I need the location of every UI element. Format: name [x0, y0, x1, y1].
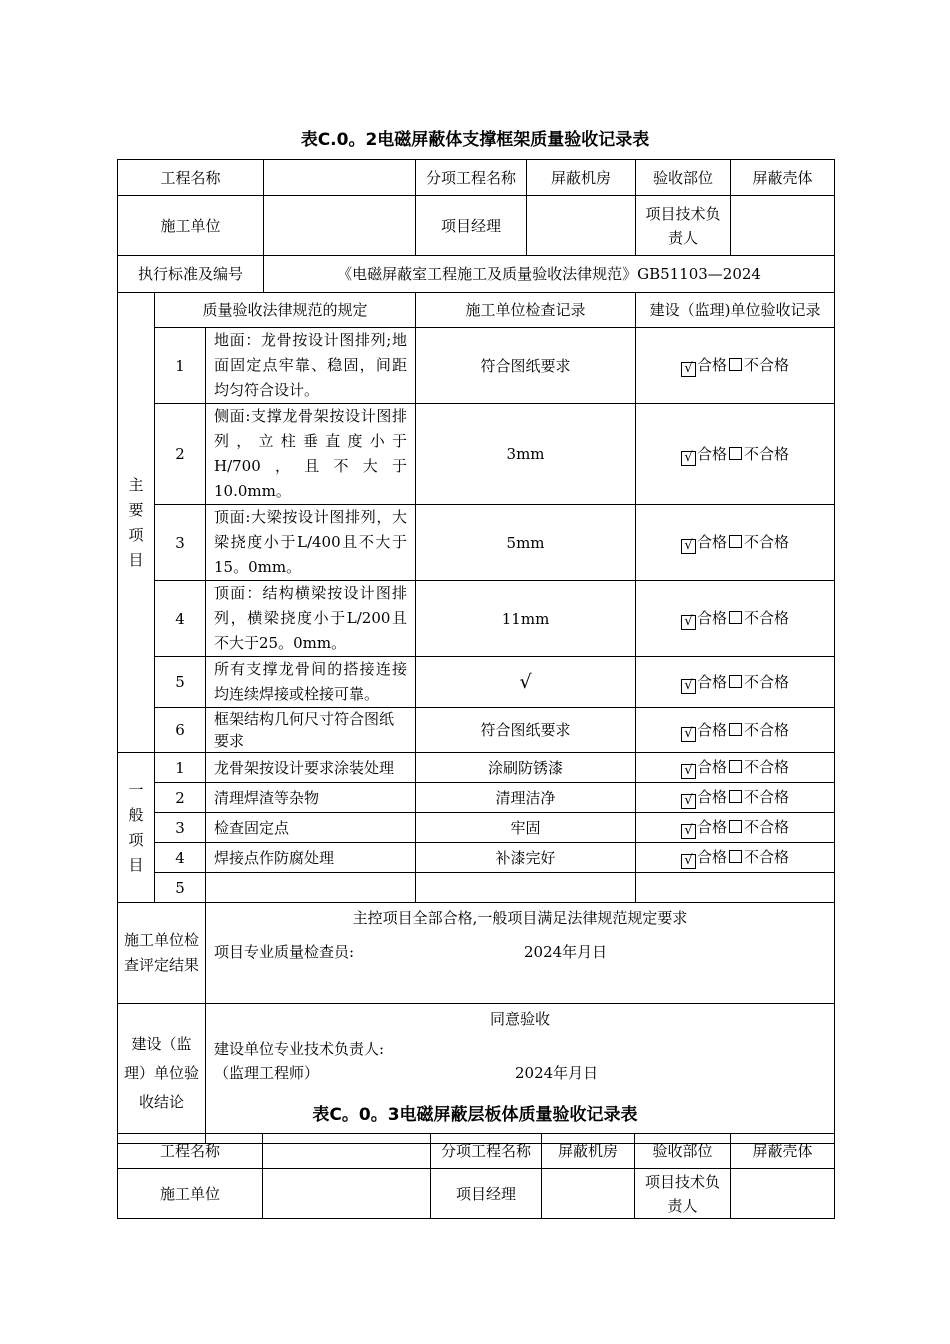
- pm-value[interactable]: [542, 1169, 635, 1219]
- item-no: 5: [155, 873, 206, 903]
- contractor-result-date[interactable]: 2024年月日: [524, 943, 608, 961]
- acceptance-check[interactable]: [636, 404, 835, 505]
- subitem-value[interactable]: 屏蔽机房: [527, 160, 636, 196]
- fail-label: 不合格: [744, 758, 790, 776]
- item-no: 4: [155, 581, 206, 657]
- fail-label: 不合格: [744, 848, 790, 866]
- checked-box-icon[interactable]: √: [681, 764, 696, 779]
- acceptance-part-label: 验收部位: [636, 160, 731, 196]
- item-record[interactable]: 符合图纸要求: [416, 708, 636, 753]
- item-record[interactable]: [416, 873, 636, 903]
- checked-box-icon[interactable]: √: [681, 824, 696, 839]
- empty-checkbox-icon[interactable]: [729, 675, 742, 688]
- item-desc: 侧面:支撑龙骨架按设计图排列，立柱垂直度小于H/700，且不大于10.0mm。: [206, 404, 416, 505]
- checked-box-icon[interactable]: √: [681, 794, 696, 809]
- item-no: 2: [155, 783, 206, 813]
- acceptance-check[interactable]: [636, 813, 835, 843]
- acceptance-part-label: 验收部位: [635, 1134, 731, 1169]
- item-record[interactable]: 11mm: [416, 581, 636, 657]
- main-items-label: 主要项目: [118, 293, 155, 753]
- fail-label: 不合格: [744, 356, 790, 374]
- tech-lead-label: 项目技术负责人: [636, 196, 731, 256]
- supervisor-result-summary: 同意验收: [490, 1010, 551, 1028]
- supervisor-tech-lead-label: 建设单位专业技术负责人:: [214, 1040, 385, 1058]
- acceptance-check-empty[interactable]: [636, 873, 835, 903]
- item-desc: 焊接点作防腐处理: [206, 843, 416, 873]
- tech-lead-value[interactable]: [731, 196, 835, 256]
- acceptance-check[interactable]: [636, 328, 835, 404]
- table-row: [118, 813, 835, 843]
- empty-checkbox-icon[interactable]: [729, 447, 742, 460]
- table-row: [118, 783, 835, 813]
- contractor-result-label: 施工单位检查评定结果: [118, 903, 206, 1004]
- table-row: [118, 505, 835, 581]
- fail-label: 不合格: [744, 788, 790, 806]
- item-no: 4: [155, 843, 206, 873]
- acceptance-check[interactable]: [636, 505, 835, 581]
- item-desc: 顶面：结构横梁按设计图排列，横梁挠度小于L/200且不大于25。0mm。: [206, 581, 416, 657]
- contractor-result-cell[interactable]: [206, 903, 835, 1004]
- table-row: [118, 843, 835, 873]
- project-name-label: 工程名称: [118, 160, 264, 196]
- item-desc: 地面：龙骨按设计图排列;地面固定点牢靠、稳固，间距均匀符合设计。: [206, 328, 416, 404]
- table-row: [118, 657, 835, 708]
- table-row: [118, 753, 835, 783]
- checked-box-icon[interactable]: √: [681, 854, 696, 869]
- item-no: 3: [155, 813, 206, 843]
- pass-label: 合格: [697, 720, 728, 739]
- table2-panel-acceptance: [117, 1133, 835, 1219]
- table-row: [118, 873, 835, 903]
- header-contractor-record: 施工单位检查记录: [416, 293, 636, 328]
- item-no: 3: [155, 505, 206, 581]
- fail-label: 不合格: [744, 609, 790, 627]
- checked-box-icon[interactable]: √: [681, 451, 696, 466]
- item-desc: 顶面:大梁按设计图排列，大梁挠度小于L/400且不大于15。0mm。: [206, 505, 416, 581]
- header-spec: 质量验收法律规范的规定: [155, 293, 416, 328]
- empty-checkbox-icon[interactable]: [729, 723, 742, 736]
- general-items-label: 一般项目: [118, 753, 155, 903]
- tech-lead-value[interactable]: [731, 1169, 835, 1219]
- contractor-value[interactable]: [263, 1169, 431, 1219]
- acceptance-part-value[interactable]: 屏蔽壳体: [731, 1134, 835, 1169]
- pm-label: 项目经理: [416, 196, 527, 256]
- contractor-value[interactable]: [264, 196, 416, 256]
- item-record[interactable]: 涂刷防锈漆: [416, 753, 636, 783]
- acceptance-check[interactable]: [636, 581, 835, 657]
- fail-label: 不合格: [744, 818, 790, 836]
- subitem-value[interactable]: 屏蔽机房: [542, 1134, 635, 1169]
- item-desc: [206, 873, 416, 903]
- pass-label: 合格: [697, 818, 728, 836]
- acceptance-check[interactable]: [636, 657, 835, 708]
- table-row: [118, 708, 835, 753]
- project-name-label: 工程名称: [118, 1134, 263, 1169]
- item-record[interactable]: 牢固: [416, 813, 636, 843]
- standard-label: 执行标准及编号: [118, 256, 264, 293]
- project-name-value[interactable]: [264, 160, 416, 196]
- inspector-label: 项目专业质量检查员:: [214, 943, 355, 961]
- fail-label: 不合格: [744, 444, 790, 463]
- item-no: 5: [155, 657, 206, 708]
- checked-box-icon[interactable]: √: [681, 615, 696, 630]
- header-supervisor-record: 建设（监理)单位验收记录: [636, 293, 835, 328]
- item-no: 1: [155, 328, 206, 404]
- table-row: [118, 581, 835, 657]
- pass-label: 合格: [697, 758, 728, 776]
- acceptance-check[interactable]: [636, 843, 835, 873]
- supervisor-engineer-label: （监理工程师）: [214, 1064, 320, 1082]
- item-desc: 龙骨架按设计要求涂装处理: [206, 753, 416, 783]
- contractor-result-summary: 主控项目全部合格,一般项目满足法律规范规定要求: [352, 909, 688, 927]
- item-desc: 所有支撑龙骨间的搭接连接均连续焊接或栓接可靠。: [206, 657, 416, 708]
- empty-checkbox-icon[interactable]: [729, 611, 742, 624]
- contractor-label: 施工单位: [118, 1169, 263, 1219]
- empty-checkbox-icon[interactable]: [729, 760, 742, 773]
- table-row: [118, 328, 835, 404]
- supervisor-result-label: 建设（监理）单位验收结论: [118, 1004, 206, 1144]
- standard-value: 《电磁屏蔽室工程施工及质量验收法律规范》GB51103—2024: [264, 256, 835, 293]
- pass-label: 合格: [697, 444, 728, 463]
- pass-label: 合格: [697, 533, 728, 551]
- pass-label: 合格: [697, 356, 728, 374]
- subitem-label: 分项工程名称: [416, 160, 527, 196]
- item-record[interactable]: 符合图纸要求: [416, 328, 636, 404]
- empty-checkbox-icon[interactable]: [729, 790, 742, 803]
- table1-frame-acceptance: [117, 159, 835, 1144]
- acceptance-part-value[interactable]: 屏蔽壳体: [731, 160, 835, 196]
- empty-checkbox-icon[interactable]: [729, 535, 742, 548]
- fail-label: 不合格: [744, 533, 790, 551]
- contractor-label: 施工单位: [118, 196, 264, 256]
- item-desc: 清理焊渣等杂物: [206, 783, 416, 813]
- item-record[interactable]: 5mm: [416, 505, 636, 581]
- pass-label: 合格: [697, 848, 728, 866]
- table2-title: 表C。0。3电磁屏蔽层板体质量验收记录表: [312, 1105, 638, 1125]
- acceptance-check[interactable]: [636, 783, 835, 813]
- fail-label: 不合格: [744, 672, 790, 691]
- item-no: 2: [155, 404, 206, 505]
- pass-label: 合格: [697, 788, 728, 806]
- item-record[interactable]: √: [416, 657, 636, 708]
- item-no: 6: [155, 708, 206, 753]
- item-record[interactable]: 3mm: [416, 404, 636, 505]
- tech-lead-label: 项目技术负责人: [635, 1169, 731, 1219]
- acceptance-check[interactable]: [636, 708, 835, 753]
- pm-label: 项目经理: [431, 1169, 542, 1219]
- pm-value[interactable]: [527, 196, 636, 256]
- item-record[interactable]: 清理洁净: [416, 783, 636, 813]
- item-desc: 框架结构几何尺寸符合图纸要求: [206, 708, 416, 753]
- project-name-value[interactable]: [263, 1134, 431, 1169]
- table-row: [118, 404, 835, 505]
- checked-box-icon[interactable]: √: [681, 679, 696, 694]
- checked-box-icon[interactable]: √: [681, 727, 696, 742]
- checked-box-icon[interactable]: √: [681, 539, 696, 554]
- item-no: 1: [155, 753, 206, 783]
- checked-box-icon[interactable]: √: [681, 362, 696, 377]
- item-desc: 检查固定点: [206, 813, 416, 843]
- fail-label: 不合格: [744, 720, 790, 739]
- subitem-label: 分项工程名称: [431, 1134, 542, 1169]
- supervisor-result-date[interactable]: 2024年月日: [515, 1064, 599, 1082]
- pass-label: 合格: [697, 672, 728, 691]
- empty-checkbox-icon[interactable]: [729, 820, 742, 833]
- acceptance-check[interactable]: [636, 753, 835, 783]
- pass-label: 合格: [697, 609, 728, 627]
- item-record[interactable]: 补漆完好: [416, 843, 636, 873]
- empty-checkbox-icon[interactable]: [729, 850, 742, 863]
- table1-title: 表C.0。2电磁屏蔽体支撑框架质量验收记录表: [300, 130, 650, 150]
- empty-checkbox-icon[interactable]: [729, 358, 742, 371]
